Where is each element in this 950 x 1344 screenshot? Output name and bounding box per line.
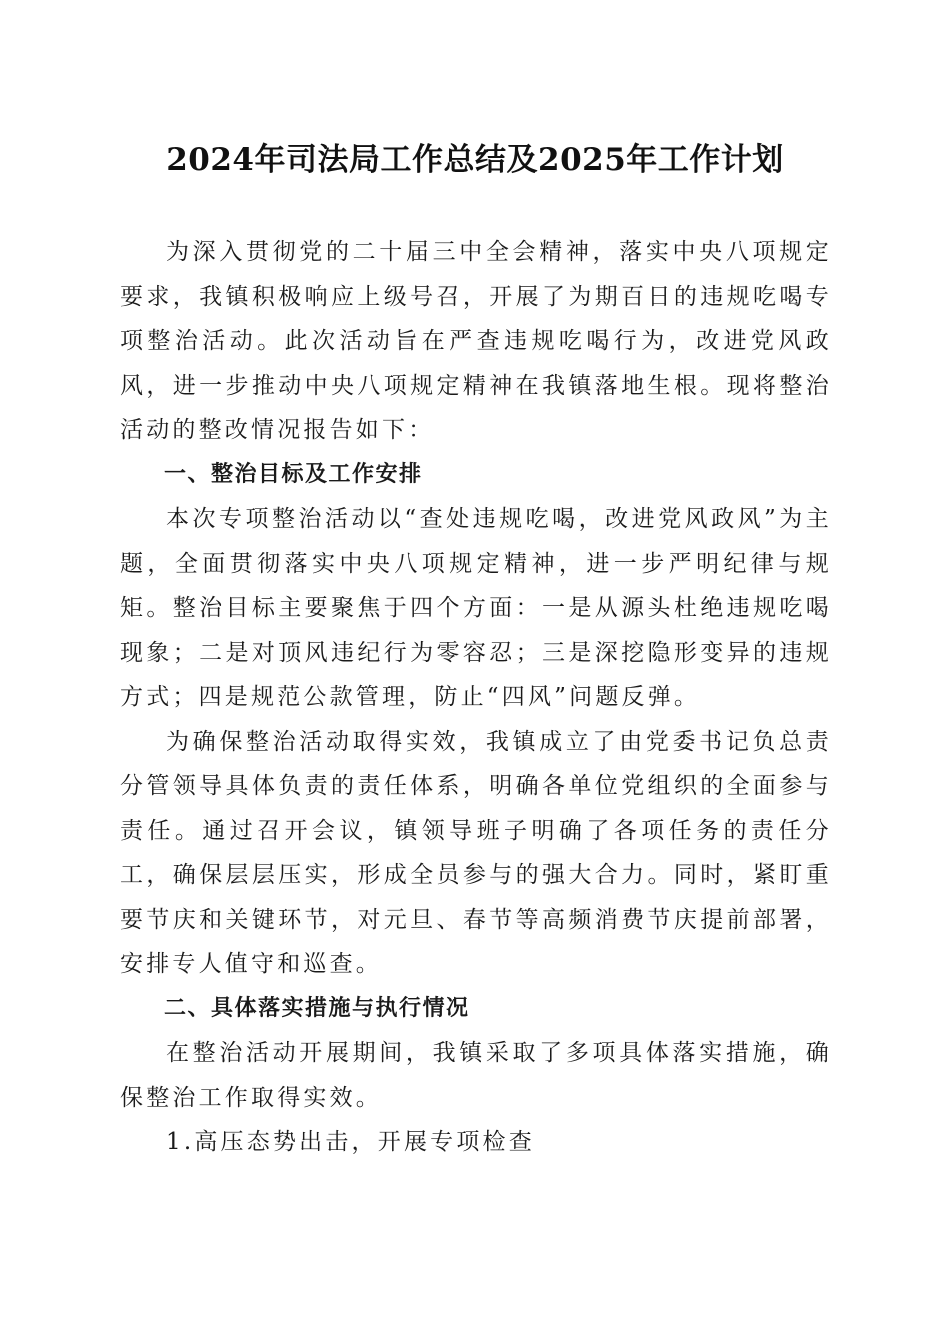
section-1-paragraph-1: 本次专项整治活动以“查处违规吃喝，改进党风政风”为主题，全面贯彻落实中央八项规定精神，进一步严明纪律与规矩。整治目标主要聚焦于四个方面：一是从源头杜绝违规吃喝现象；二是对顶风违纪行为零容忍；三是深挖隐形变异的违规方式；四是规范公款管理，防止“四风”问题反弹。 xyxy=(120,506,832,710)
section-2-paragraph-1: 在整治活动开展期间，我镇采取了多项具体落实措施，确保整治工作取得实效。 xyxy=(120,1040,832,1111)
section-2-heading: 二、具体落实措施与执行情况 xyxy=(164,995,470,1021)
section-1-heading: 一、整治目标及工作安排 xyxy=(164,461,423,487)
document-title: 2024年司法局工作总结及2025年工作计划 xyxy=(166,142,784,178)
section-1-paragraph-2: 为确保整治活动取得实效，我镇成立了由党委书记负总责分管领导具体负责的责任体系，明确各单位党组织的全面参与责任。通过召开会议，镇领导班子明确了各项任务的责任分工，确保层层压实，形成全员参与的强大合力。同时，紧盯重要节庆和关键环节，对元旦、春节等高频消费节庆提前部署，安排专人值守和巡查。 xyxy=(120,728,832,977)
document-body xyxy=(120,230,832,1165)
section-2-subheading-1: 1.高压态势出击，开展专项检查 xyxy=(166,1129,535,1155)
intro-paragraph: 为深入贯彻党的二十届三中全会精神，落实中央八项规定要求，我镇积极响应上级号召，开展了为期百日的违规吃喝专项整治活动。此次活动旨在严查违规吃喝行为，改进党风政风，进一步推动中央八项规定精神在我镇落地生根。现将整治活动的整改情况报告如下： xyxy=(120,239,832,443)
